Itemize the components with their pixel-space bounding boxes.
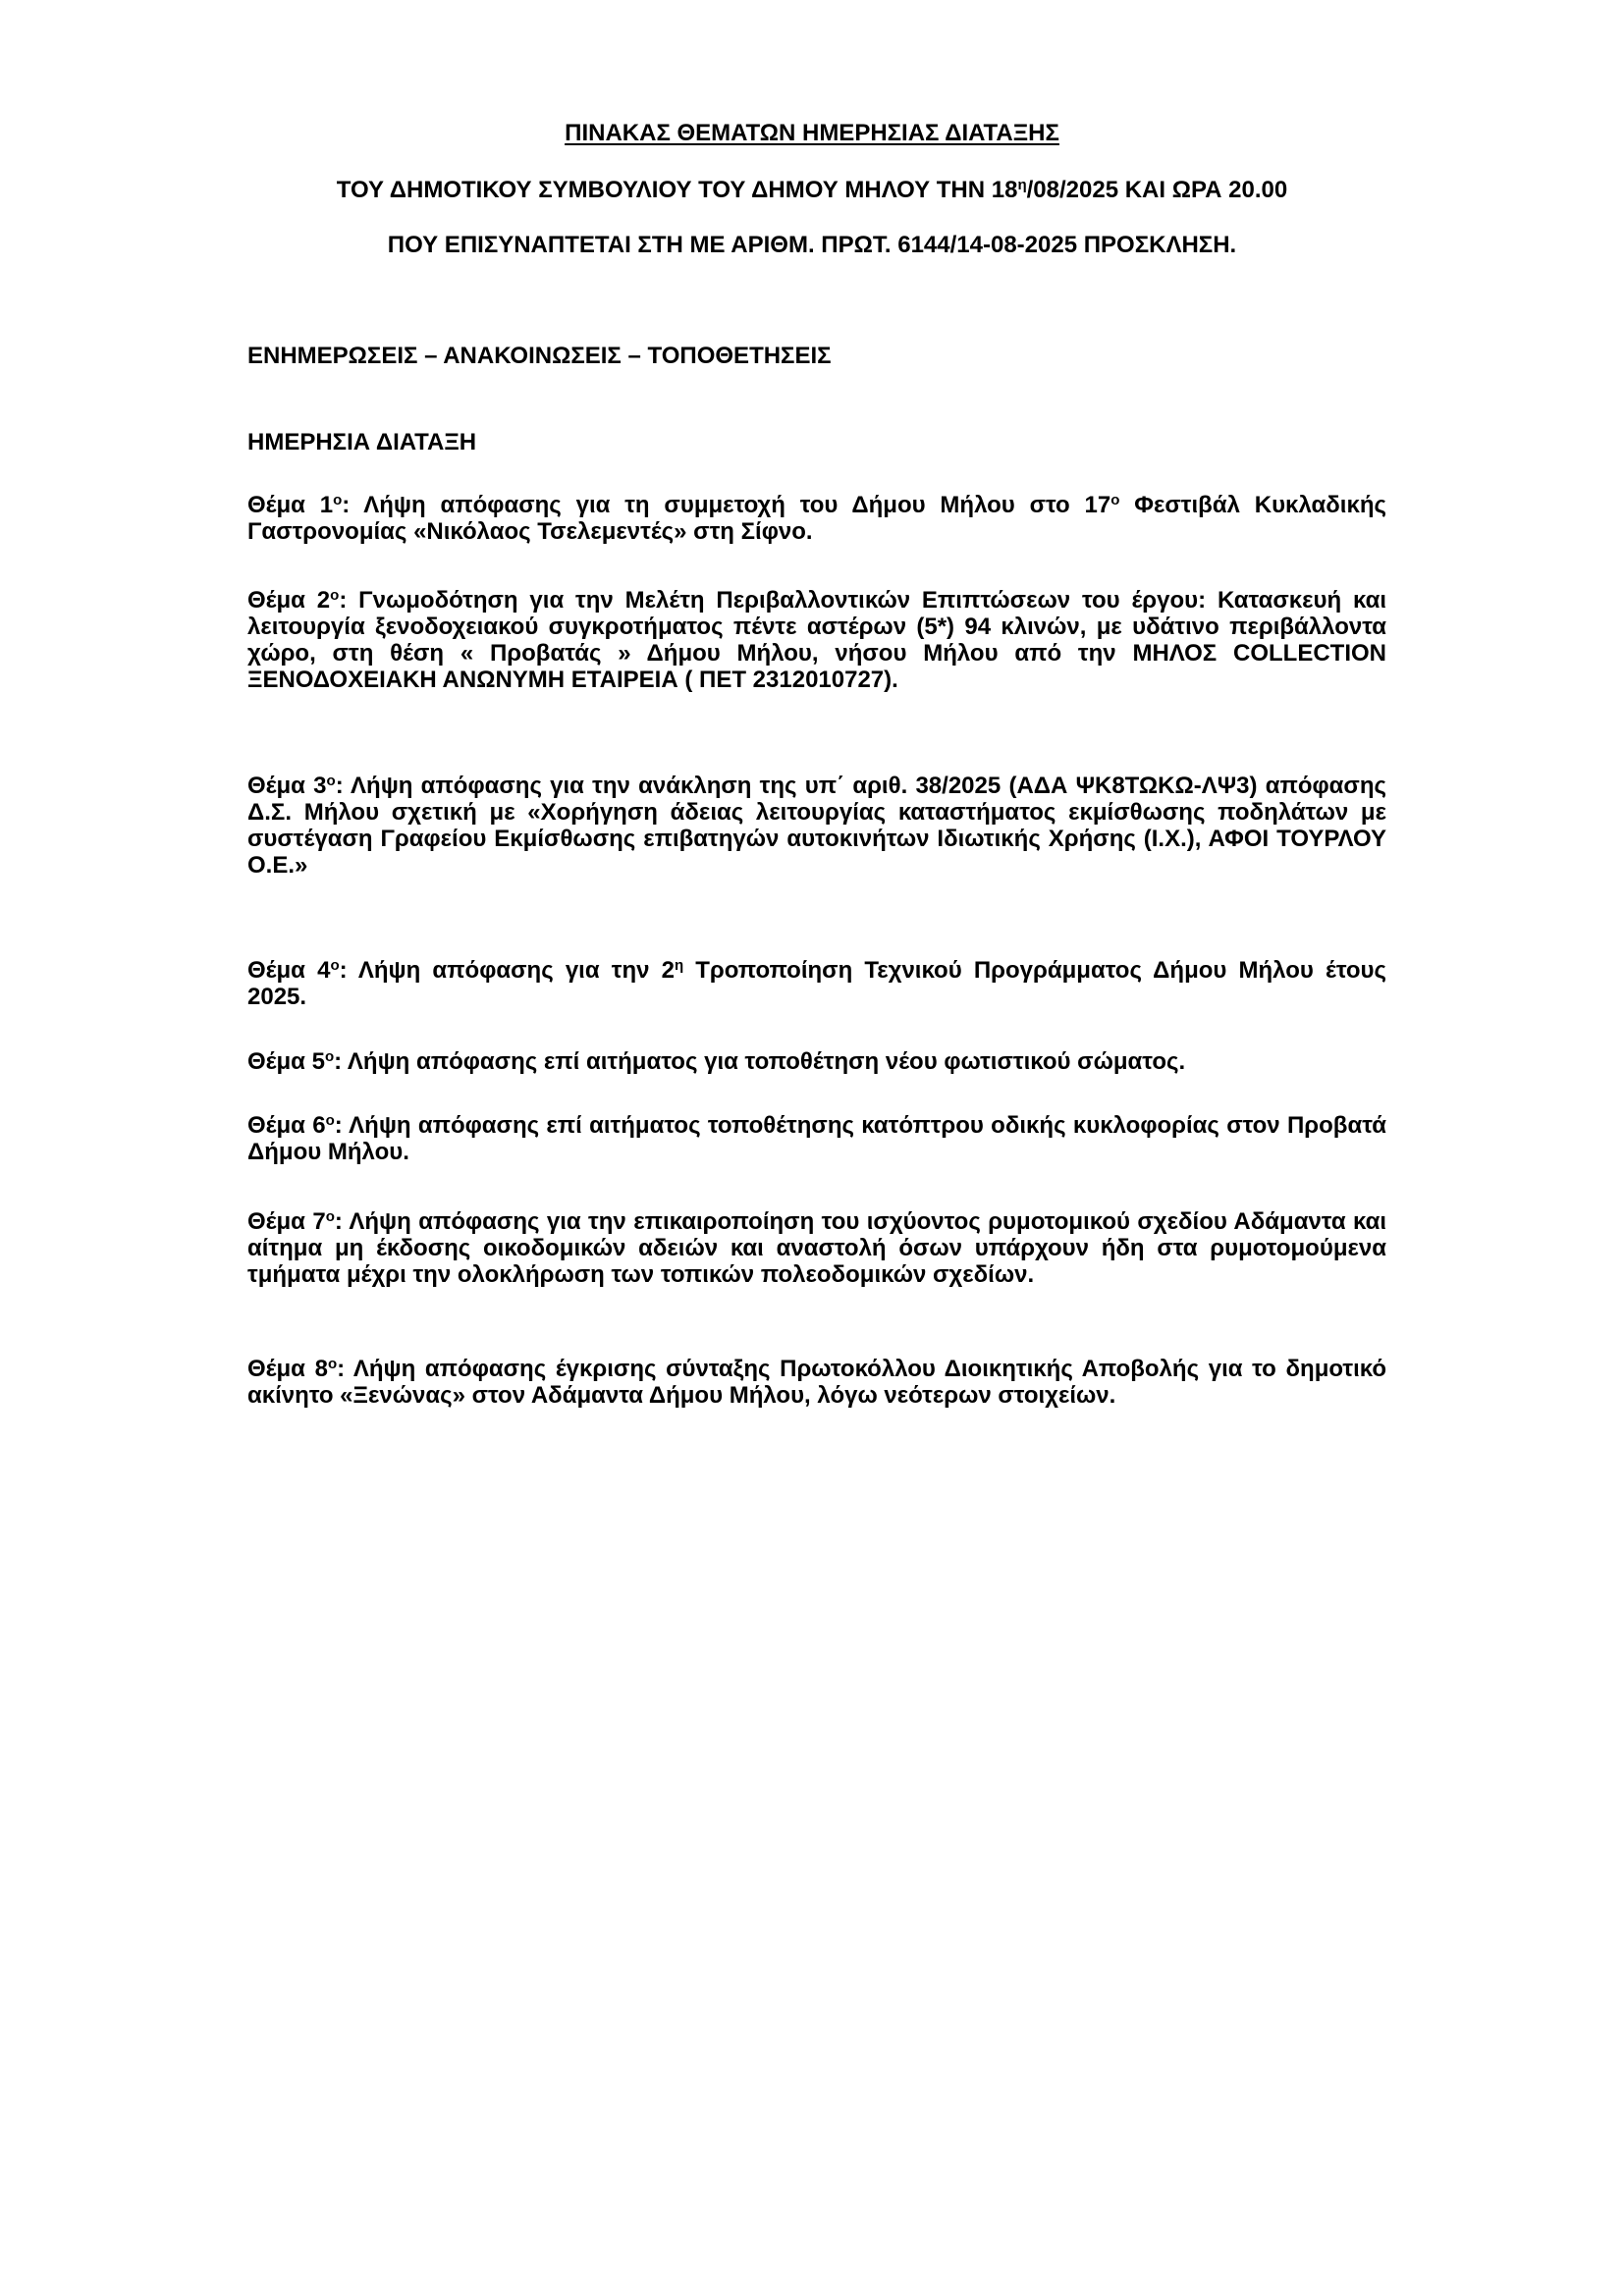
agenda-item-ordinal: ο bbox=[327, 1355, 338, 1372]
agenda-item-5 bbox=[247, 1048, 1386, 1075]
agenda-item-ordinal: ο bbox=[330, 586, 340, 604]
document-title-text: ΠΙΝΑΚΑΣ ΘΕΜΑΤΩΝ ΗΜΕΡΗΣΙΑΣ ΔΙΑΤΑΞΗΣ bbox=[565, 120, 1059, 146]
agenda-item-3 bbox=[247, 773, 1386, 879]
agenda-item-label: Θέμα 1 bbox=[247, 492, 334, 518]
agenda-item-text: : Λήψη απόφασης έγκρισης σύνταξης Πρωτοκόλλου Διοικητικής Αποβολής για το δημοτικό ακίνητο «Ξενώνας» στον Αδάμαντα Δήμου Μήλου, λόγω νεότερων στοιχείων. bbox=[247, 1356, 1386, 1409]
agenda-item-text-cont: Τροποποίηση Τεχνικού Προγράμματος Δήμου Μήλου έτους 2025. bbox=[247, 957, 1386, 1010]
document-subtitle-meeting bbox=[0, 176, 1624, 205]
section-announcements-heading: ΕΝΗΜΕΡΩΣΕΙΣ – ΑΝΑΚΟΙΝΩΣΕΙΣ – ΤΟΠΟΘΕΤΗΣΕΙΣ bbox=[247, 343, 832, 369]
agenda-item-label: Θέμα 7 bbox=[247, 1208, 326, 1235]
subtitle-meeting-date: /08/2025 ΚΑΙ ΩΡΑ 20.00 bbox=[1026, 177, 1288, 203]
document-title bbox=[0, 119, 1624, 148]
subtitle-meeting-ordinal: η bbox=[1017, 176, 1027, 193]
agenda-item-text: : Λήψη απόφασης για την 2 bbox=[339, 957, 675, 984]
agenda-item-text: : Λήψη απόφασης για την ανάκληση της υπ΄ αριθ. 38/2025 (ΑΔΑ ΨΚ8ΤΩΚΩ-ΛΨ3) απόφασης Δ.Σ. Μήλου σχετική με «Χορήγηση άδειας λειτουργίας καταστήματος εκμίσθωσης ποδηλάτων με συστέγαση Γραφείου Εκμίσθωσης επιβατηγών αυτοκινήτων Ιδιωτικής Χρήσης (Ι.Χ.), ΑΦΟΙ ΤΟΥΡΛΟΥ Ο.Ε.» bbox=[247, 773, 1386, 879]
agenda-item-label: Θέμα 3 bbox=[247, 773, 327, 799]
agenda-item-ordinal: ο bbox=[325, 1111, 335, 1129]
agenda-item-ordinal: ο bbox=[326, 772, 336, 789]
agenda-item-text: : Γνωμοδότηση για την Μελέτη Περιβαλλοντικών Επιπτώσεων του έργου: Κατασκευή και λειτουργία ξενοδοχειακού συγκροτήματος πέντε αστέρων (5*) 94 κλινών, με υδάτινο περιβάλλοντα χώρο, στη θέση « Προβατάς » Δήμου Μήλου, νήσου Μήλου από την ΜΗΛΟΣ COLLECTION ΞΕΝΟΔΟΧΕΙΑΚΗ ΑΝΩΝΥΜΗ ΕΤΑΙΡΕΙΑ ( ΠΕΤ 2312010727). bbox=[247, 587, 1387, 693]
agenda-item-text-ordinal: ο bbox=[1110, 491, 1120, 508]
agenda-item-label: Θέμα 4 bbox=[247, 957, 331, 984]
agenda-item-text: : Λήψη απόφασης επί αιτήματος τοποθέτησης κατόπτρου οδικής κυκλοφορίας στον Προβατά Δήμου Μήλου. bbox=[247, 1112, 1386, 1165]
document-subtitle-invitation: ΠΟΥ ΕΠΙΣΥΝΑΠΤΕΤΑΙ ΣΤΗ ΜΕ ΑΡΙΘΜ. ΠΡΩΤ. 6144/14-08-2025 ΠΡΟΣΚΛΗΣΗ. bbox=[387, 232, 1237, 258]
agenda-item-ordinal: ο bbox=[330, 956, 340, 974]
agenda-item-1 bbox=[247, 492, 1386, 545]
agenda-item-label: Θέμα 8 bbox=[247, 1356, 328, 1382]
agenda-item-text-cont: Φεστιβάλ Κυκλαδικής Γαστρονομίας «Νικόλαος Τσελεμεντές» στη Σίφνο. bbox=[247, 492, 1386, 545]
agenda-item-4 bbox=[247, 957, 1386, 1010]
agenda-item-label: Θέμα 5 bbox=[247, 1048, 325, 1075]
agenda-item-text: : Λήψη απόφασης για τη συμμετοχή του Δήμου Μήλου στο 17 bbox=[342, 492, 1111, 518]
agenda-item-2 bbox=[247, 587, 1386, 693]
agenda-item-label: Θέμα 2 bbox=[247, 587, 331, 614]
agenda-item-8 bbox=[247, 1356, 1386, 1409]
agenda-item-ordinal: ο bbox=[325, 1207, 335, 1225]
agenda-item-6 bbox=[247, 1112, 1386, 1165]
agenda-item-text-ordinal: η bbox=[674, 956, 684, 974]
agenda-item-text: : Λήψη απόφασης για την επικαιροποίηση του ισχύοντος ρυμοτομικού σχεδίου Αδάμαντα και αίτημα μη έκδοσης οικοδομικών αδειών και αναστολή όσων υπάρχουν ήδη στα ρυμοτομούμενα τμήματα μέχρι την ολοκλήρωση των τοπικών πολεοδομικών σχεδίων. bbox=[247, 1208, 1387, 1288]
agenda-item-ordinal: ο bbox=[333, 491, 343, 508]
agenda-item-text: : Λήψη απόφασης επί αιτήματος για τοποθέτηση νέου φωτιστικού σώματος. bbox=[334, 1048, 1186, 1075]
agenda-item-7 bbox=[247, 1208, 1386, 1288]
subtitle-meeting-text: ΤΟΥ ΔΗΜΟΤΙΚΟΥ ΣΥΜΒΟΥΛΙΟΥ ΤΟΥ ΔΗΜΟΥ ΜΗΛΟΥ ΤΗΝ 18 bbox=[336, 177, 1018, 203]
section-agenda-heading: ΗΜΕΡΗΣΙΑ ΔΙΑΤΑΞΗ bbox=[247, 429, 477, 455]
agenda-item-label: Θέμα 6 bbox=[247, 1112, 326, 1139]
agenda-item-ordinal: ο bbox=[324, 1047, 335, 1065]
